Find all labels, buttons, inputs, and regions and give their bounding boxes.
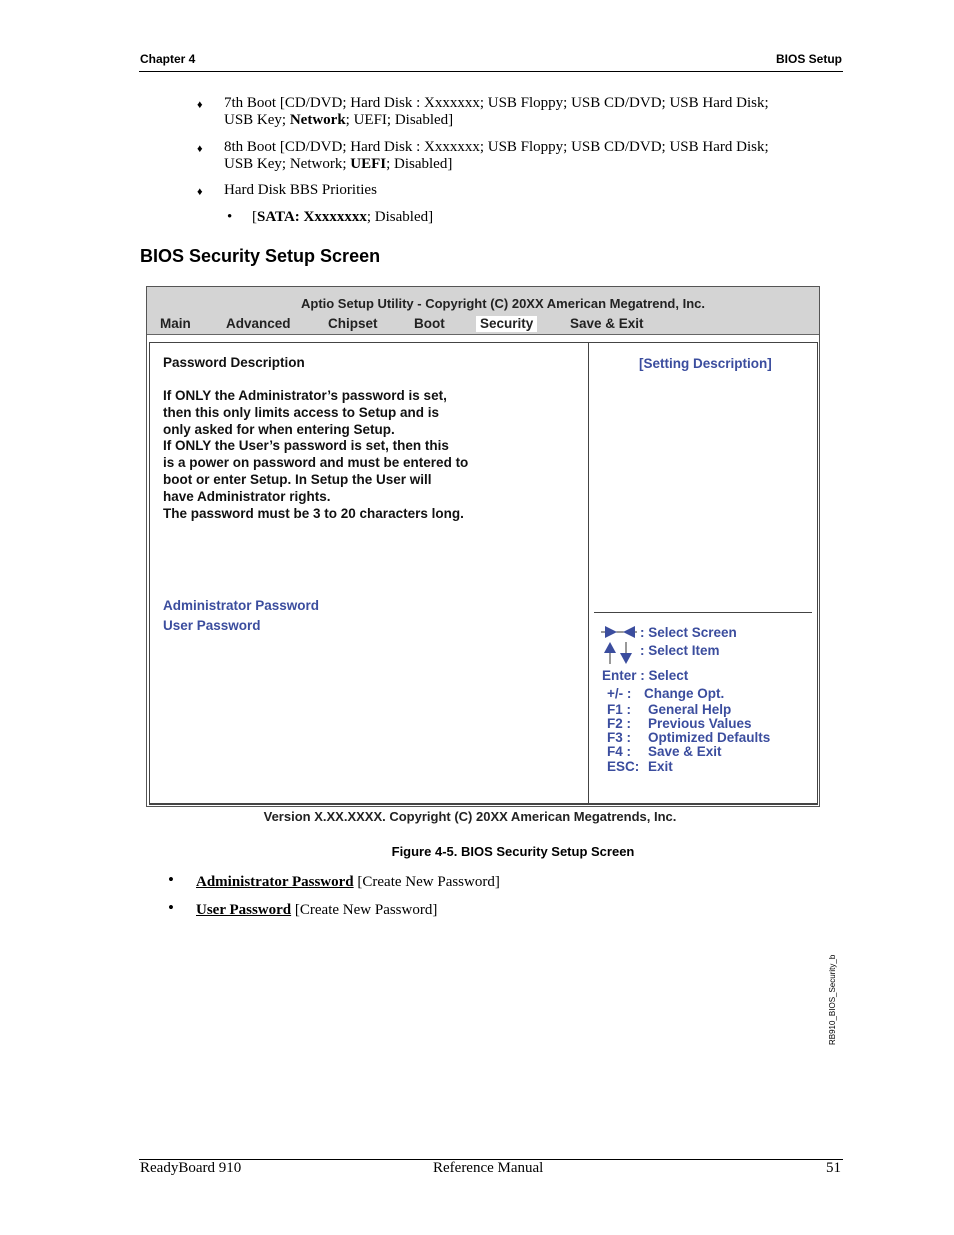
figure-caption: Figure 4-5. BIOS Security Setup Screen [391, 844, 635, 859]
up-down-arrows-icon [602, 641, 636, 665]
text: ; Disabled] [366, 209, 434, 225]
chapter-label: Chapter 4 [140, 52, 196, 66]
menu-chipset[interactable]: Chipset [328, 316, 378, 331]
menu-save-exit[interactable]: Save & Exit [570, 316, 644, 331]
help-action-exit: Exit [648, 759, 673, 774]
help-divider [594, 612, 812, 613]
left-right-arrows-icon [601, 624, 641, 640]
boot-item-7-line2 [224, 112, 824, 129]
bold-text: SATA: Xxxxxxxx [257, 209, 367, 225]
boot-item-8 [224, 139, 824, 173]
bios-version-line: Version X.XX.XXXX. Copyright (C) 20XX American Megatrends, Inc. [263, 809, 677, 824]
text: [Create New Password] [353, 874, 500, 890]
diamond-bullet-icon: ♦ [197, 143, 203, 155]
menu-advanced[interactable]: Advanced [226, 316, 291, 331]
page-number: 51 [826, 1160, 841, 1176]
bullet-icon: • [168, 898, 174, 917]
help-action-optimized-defaults: Optimized Defaults [648, 730, 771, 745]
menu-main[interactable]: Main [160, 316, 191, 331]
admin-password-bullet [196, 874, 500, 891]
enter-select-label: Enter : Select [602, 668, 689, 683]
bold-text: UEFI [350, 156, 387, 172]
user-password-bullet [196, 902, 437, 919]
boot-item-7-line1: 7th Boot [CD/DVD; Hard Disk : Xxxxxxx; USB Floppy; USB CD/DVD; USB Hard Disk; [224, 95, 769, 111]
help-action-save-exit: Save & Exit [648, 744, 722, 759]
help-key-f2: F2 : [607, 716, 632, 731]
user-password-item[interactable]: User Password [163, 618, 261, 633]
menu-boot[interactable]: Boot [414, 316, 445, 331]
text: USB Key; Network; [224, 156, 351, 172]
description-title: Password Description [163, 355, 305, 370]
menu-security[interactable]: Security [476, 316, 537, 332]
setting-description: [Setting Description] [639, 356, 772, 371]
text: [Create New Password] [291, 902, 438, 918]
footer-manual: Reference Manual [433, 1160, 544, 1176]
boot-item-8-line2 [224, 156, 824, 173]
help-action-previous-values: Previous Values [648, 716, 752, 731]
side-figure-label: RB910_BIOS_Security_b [828, 954, 837, 1045]
pane-divider [588, 343, 589, 803]
boot-item-8-line1: 8th Boot [CD/DVD; Hard Disk : Xxxxxxx; USB Floppy; USB CD/DVD; USB Hard Disk; [224, 139, 769, 155]
select-screen-label: : Select Screen [640, 625, 737, 640]
user-password-link[interactable]: User Password [196, 902, 292, 918]
text: ; UEFI; Disabled] [345, 112, 454, 128]
help-key-f4: F4 : [607, 744, 632, 759]
bios-header-bar [147, 287, 819, 335]
bullet-icon: • [168, 870, 174, 889]
header-rule [139, 71, 843, 72]
diamond-bullet-icon: ♦ [197, 99, 203, 111]
diamond-bullet-icon: ♦ [197, 186, 203, 198]
help-action-change-opt: Change Opt. [644, 686, 725, 701]
footer-product: ReadyBoard 910 [140, 1160, 242, 1176]
bold-text: Network [289, 112, 346, 128]
text: ; Disabled] [386, 156, 453, 172]
text: [ [252, 209, 257, 225]
select-item-label: : Select Item [640, 643, 720, 658]
boot-item-7 [224, 95, 824, 129]
description-body: If ONLY the Administrator’s password is set, then this only limits access to Setup and is only asked for when entering Setup. If ONLY the User’s password is set, then this is a power on password and must be entered to boot or enter Setup. In Setup the User will have Administrator rights. The password must be 3 to 20 characters long. [163, 388, 469, 521]
administrator-password-item[interactable]: Administrator Password [163, 598, 320, 613]
section-title: BIOS Security Setup Screen [140, 246, 381, 266]
help-key-f3: F3 : [607, 730, 632, 745]
text: USB Key; [224, 112, 290, 128]
help-key-f1: F1 : [607, 702, 632, 717]
utility-title: Aptio Setup Utility - Copyright (C) 20XX American Megatrend, Inc. [300, 296, 705, 311]
admin-password-link[interactable]: Administrator Password [196, 874, 354, 890]
help-key-esc: ESC: [607, 759, 640, 774]
section-label: BIOS Setup [775, 52, 842, 66]
help-key-plusminus: +/- : [607, 686, 632, 701]
boot-item-bbs: Hard Disk BBS Priorities [224, 182, 377, 198]
small-bullet-icon: • [227, 209, 233, 225]
help-action-general-help: General Help [648, 702, 732, 717]
sata-sub-item [252, 209, 433, 226]
